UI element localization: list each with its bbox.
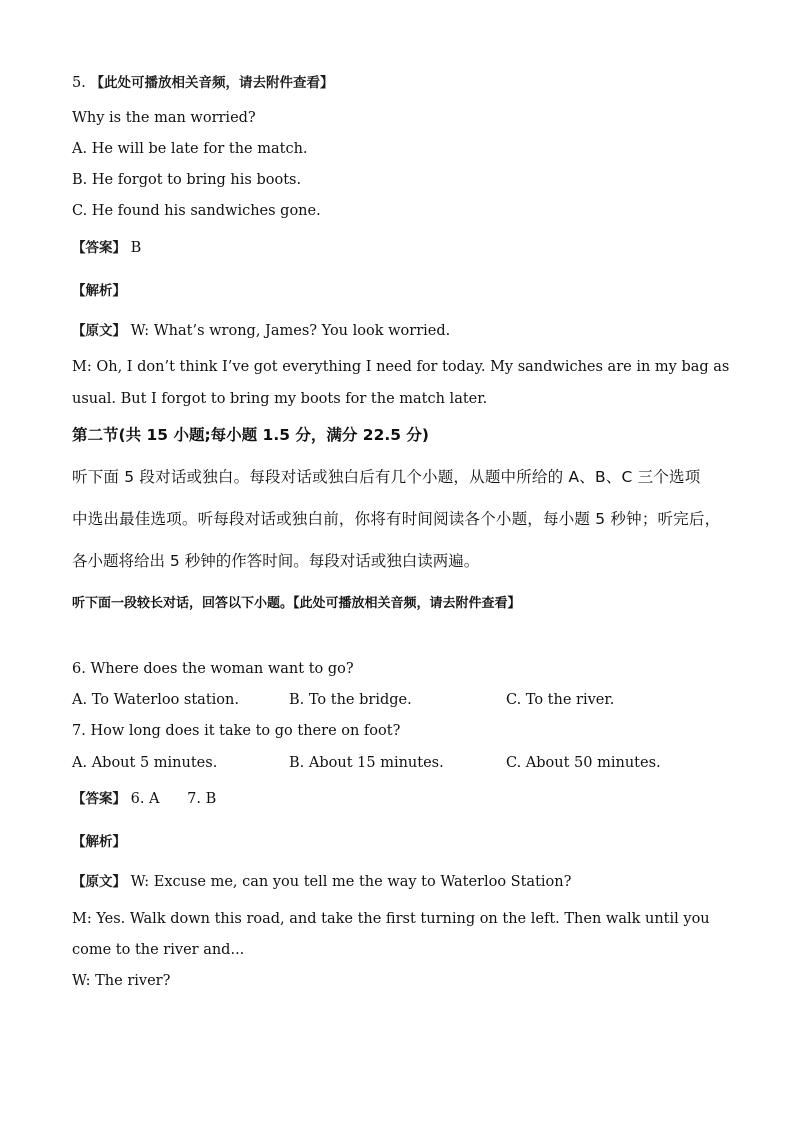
q5-option-c: C. He found his sandwiches gone. [72, 203, 321, 219]
q67-transcript-4: W: The river? [72, 973, 171, 989]
section2-prompt: 听下面一段较长对话，回答以下小题。【此处可播放相关音频，请去附件查看】 [72, 596, 521, 611]
q5-analysis-line [72, 281, 126, 301]
q5-transcript-2: M: Oh, I don’t think I’ve got everything I need for today. My sandwiches are in my bag as [72, 359, 730, 375]
answer-tag: 【答案】 [72, 240, 126, 256]
original-tag: 【原文】 [72, 323, 126, 339]
q5-transcript-text-1: W: What’s wrong, James? You look worried. [130, 323, 451, 339]
answer-tag: 【答案】 [72, 791, 126, 807]
q5-answer-line [72, 238, 141, 258]
analysis-tag: 【解析】 [72, 283, 126, 299]
q67-answer-line [72, 789, 216, 809]
q5-option-b: B. He forgot to bring his boots. [72, 172, 302, 188]
q67-analysis-line [72, 832, 126, 852]
q67-answer: 6. A 7. B [130, 791, 217, 807]
q7-option-b: B. About 15 minutes. [289, 755, 444, 771]
section2-instruction-3: 各小题将给出 5 秒钟的作答时间。每段对话或独白读两遍。 [72, 552, 480, 570]
q5-audio-note: 【此处可播放相关音频，请去附件查看】 [90, 75, 334, 91]
section2-title: 第二节(共 15 小题;每小题 1.5 分，满分 22.5 分) [72, 426, 430, 444]
section2-instruction-2: 中选出最佳选项。听每段对话或独白前，你将有时间阅读各个小题，每小题 5 秒钟；听完后， [72, 510, 721, 528]
q7-option-c: C. About 50 minutes. [506, 755, 661, 771]
q67-transcript-1 [72, 872, 571, 892]
q5-number: 5. [72, 75, 86, 91]
q5-answer: B [130, 240, 142, 256]
q7-question: 7. How long does it take to go there on foot? [72, 723, 401, 739]
q5-transcript-3: usual. But I forgot to bring my boots for the match later. [72, 391, 488, 407]
analysis-tag: 【解析】 [72, 834, 126, 850]
q6-option-a: A. To Waterloo station. [72, 692, 239, 708]
q6-option-b: B. To the bridge. [289, 692, 412, 708]
q67-transcript-2: M: Yes. Walk down this road, and take the first turning on the left. Then walk until you [72, 911, 710, 927]
q6-question: 6. Where does the woman want to go? [72, 661, 354, 677]
q5-header [72, 73, 333, 93]
q7-option-a: A. About 5 minutes. [72, 755, 218, 771]
q5-question: Why is the man worried? [72, 110, 256, 126]
section2-instruction-1: 听下面 5 段对话或独白。每段对话或独白后有几个小题，从题中所给的 A、B、C 三个选项 [72, 468, 701, 486]
q67-transcript-text-1: W: Excuse me, can you tell me the way to Waterloo Station? [130, 874, 572, 890]
q6-option-c: C. To the river. [506, 692, 615, 708]
original-tag: 【原文】 [72, 874, 126, 890]
q67-transcript-3: come to the river and... [72, 942, 245, 958]
q5-transcript-1 [72, 321, 450, 341]
q5-option-a: A. He will be late for the match. [72, 141, 308, 157]
